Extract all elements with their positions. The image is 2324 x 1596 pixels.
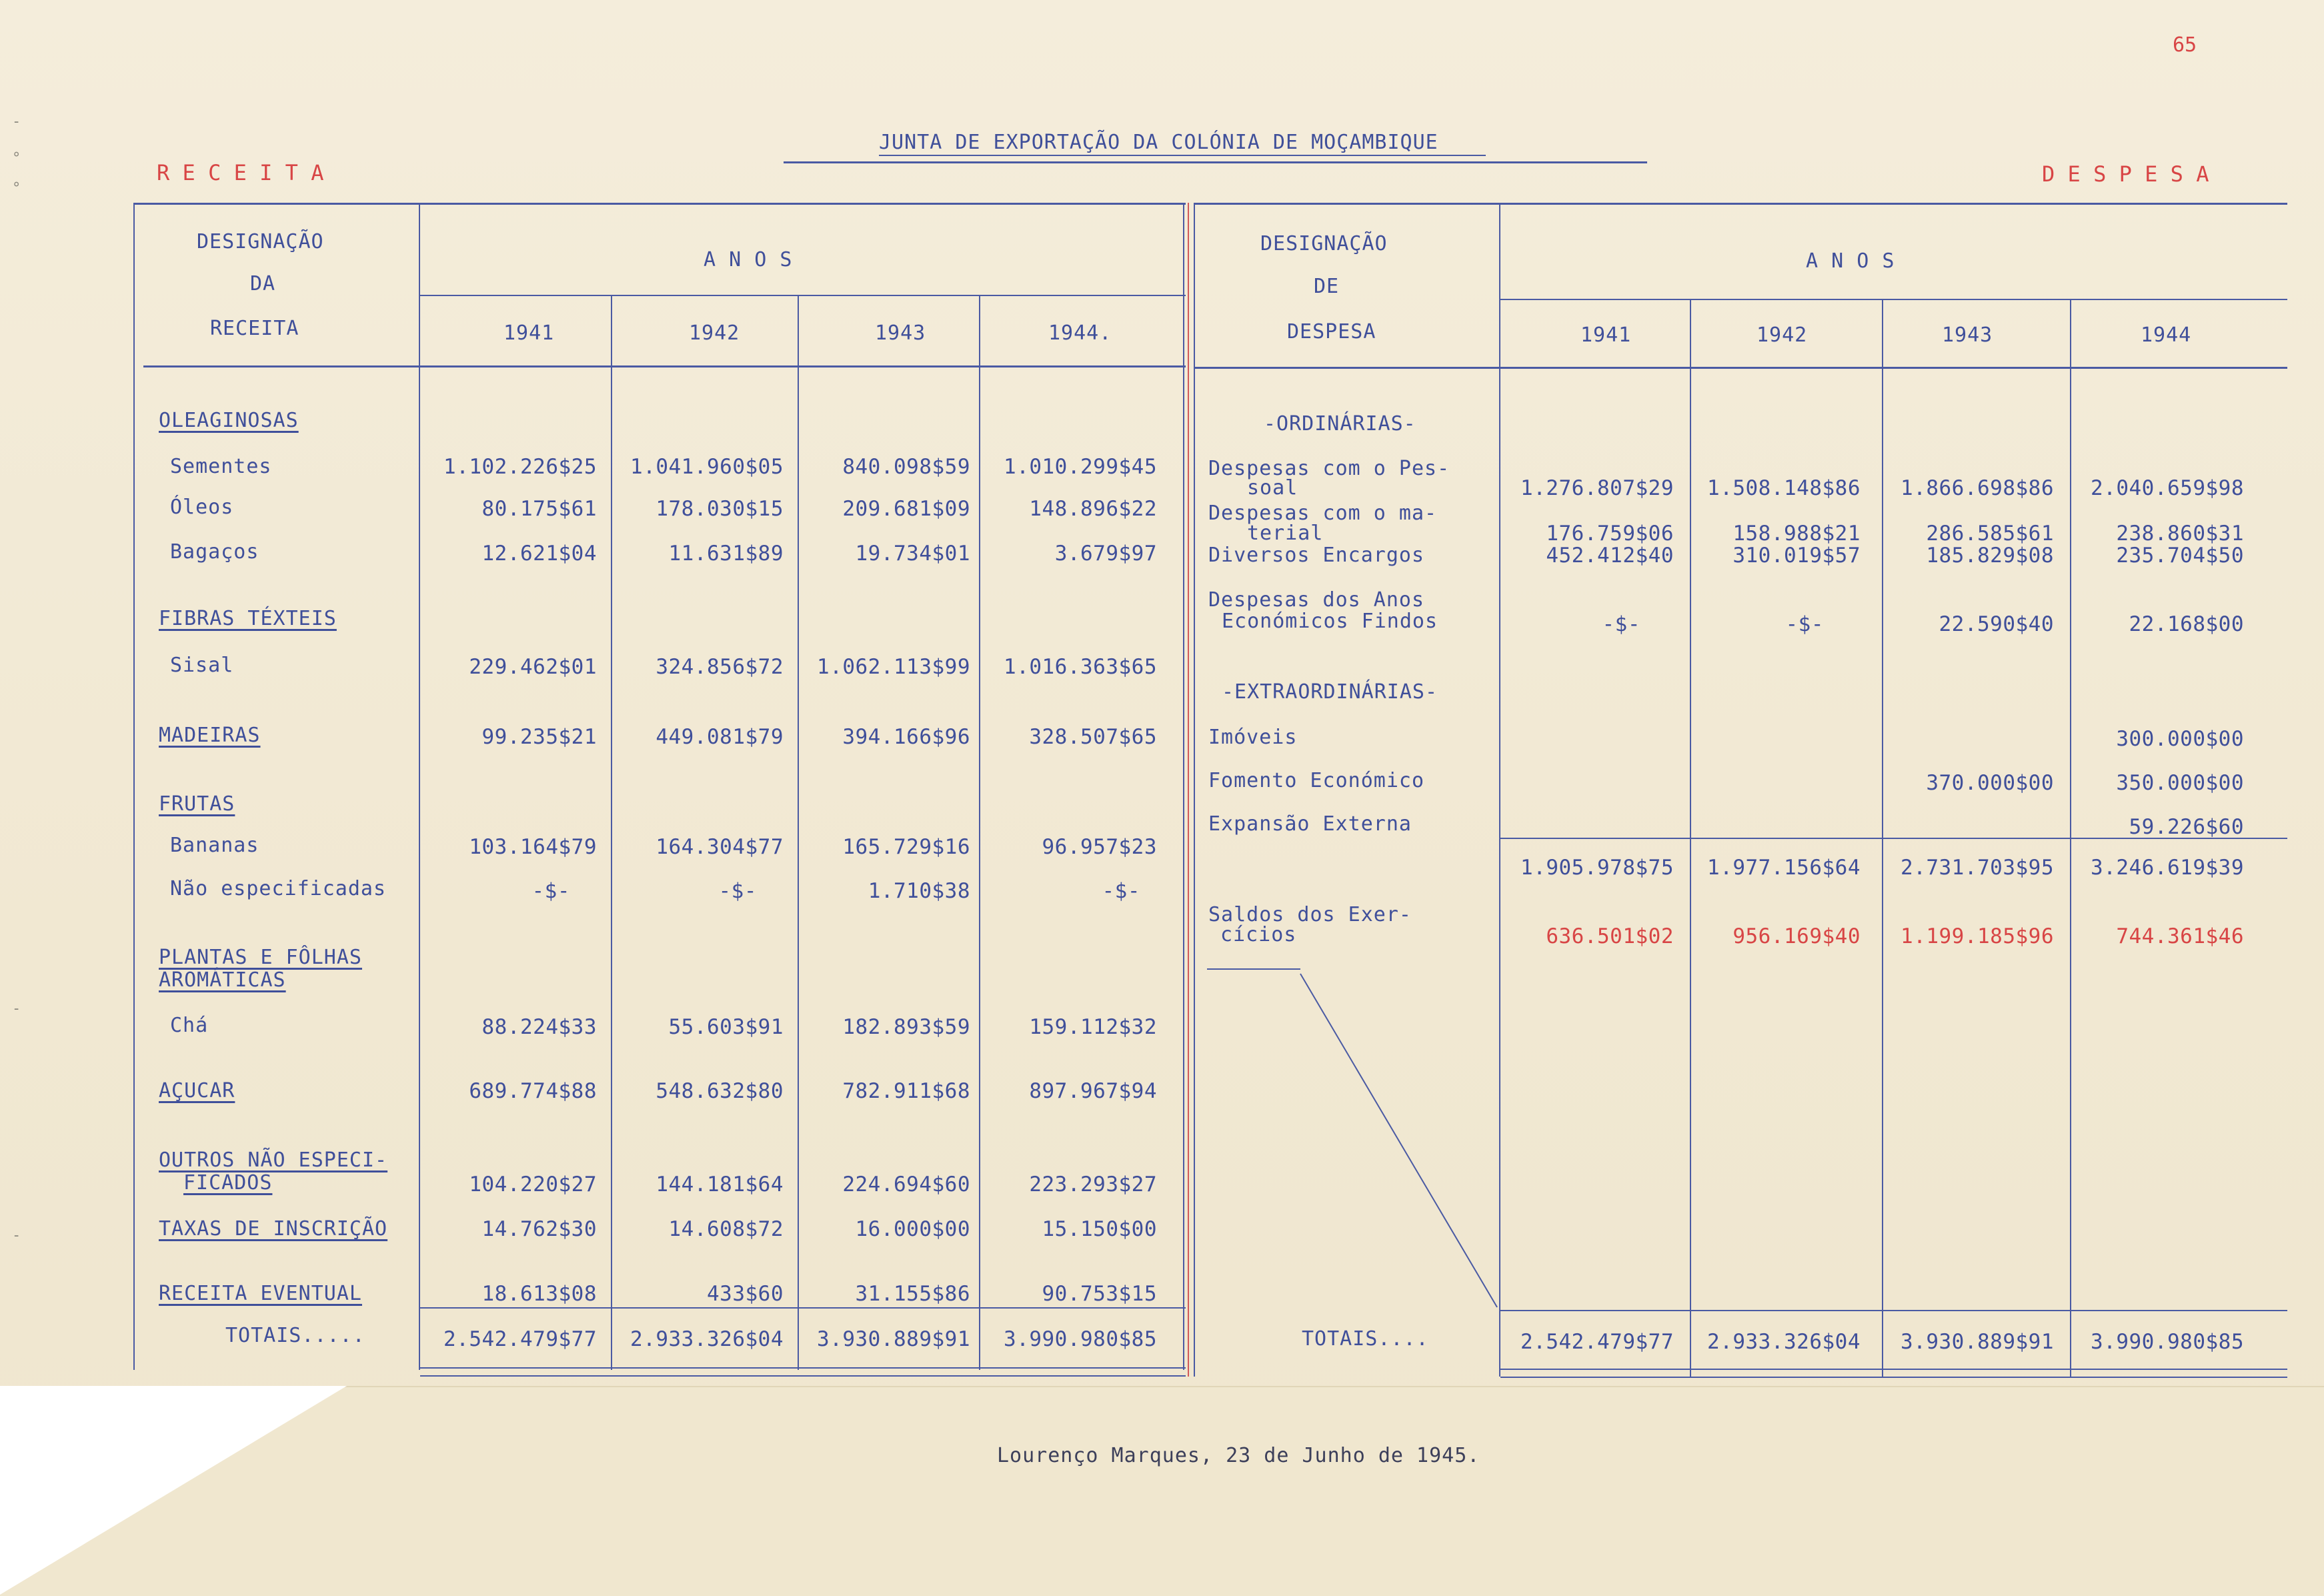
receita-header-line2: DA: [250, 272, 276, 295]
saldos-label: Saldos dos Exer-: [1208, 903, 1412, 926]
receita-cell: 14.762$30: [481, 1217, 597, 1241]
document-title: JUNTA DE EXPORTAÇÃO DA COLÓNIA DE MOÇAMBIQUE: [879, 131, 1438, 154]
despesa-cell: 1.276.807$29: [1520, 476, 1674, 500]
receita-cell: 897.967$94: [1029, 1079, 1157, 1103]
receita-row-label: OUTROS NÃO ESPECI-: [159, 1148, 388, 1172]
receita-total: 3.930.889$91: [817, 1327, 970, 1351]
despesa-cell: 185.829$08: [1926, 544, 2054, 568]
saldo-cell: 1.199.185$96: [1901, 924, 2054, 948]
despesa-cell: 310.019$57: [1732, 544, 1861, 568]
receita-cell: 328.507$65: [1029, 725, 1157, 749]
receita-row-label: Sementes: [170, 455, 272, 478]
receita-cell: 90.753$15: [1042, 1282, 1157, 1306]
despesa-cell: 1.866.698$86: [1901, 476, 2054, 500]
despesa-total: 2.933.326$04: [1707, 1330, 1861, 1354]
receita-row-label: RECEITA EVENTUAL: [159, 1282, 362, 1305]
despesa-total: 3.930.889$91: [1901, 1330, 2054, 1354]
receita-row-label: Bananas: [170, 834, 259, 857]
receita-row-label: Não especificadas: [170, 877, 387, 900]
despesa-row-label-cont: soal: [1247, 476, 1298, 500]
receita-cell: 689.774$88: [469, 1079, 597, 1103]
receita-row-label: Bagaços: [170, 540, 259, 564]
receita-total: 3.990.980$85: [1004, 1327, 1157, 1351]
despesa-cell: 158.988$21: [1732, 522, 1861, 546]
receita-row-label-cont: AROMÁTICAS: [159, 968, 286, 992]
receita-cell: 12.621$04: [481, 542, 597, 566]
receita-cell: 1.710$38: [868, 879, 970, 903]
receita-cell: 159.112$32: [1029, 1015, 1157, 1039]
receita-cell: 1.010.299$45: [1004, 455, 1157, 479]
receita-label: R E C E I T A: [157, 160, 324, 185]
despesa-label: D E S P E S A: [2042, 161, 2209, 187]
receita-cell: 840.098$59: [842, 455, 970, 479]
saldos-label-cont: cícios: [1220, 923, 1297, 946]
despesa-total: 3.990.980$85: [2091, 1330, 2244, 1354]
despesa-cell: 22.168$00: [2129, 612, 2244, 636]
receita-row-label: Sisal: [170, 654, 234, 677]
despesa-cell: 300.000$00: [2116, 727, 2244, 751]
ordinarias-heading: -ORDINÁRIAS-: [1264, 412, 1416, 436]
despesa-cell: 1.508.148$86: [1707, 476, 1861, 500]
footer-place-date: Lourenço Marques, 23 de Junho de 1945.: [997, 1444, 1480, 1467]
receita-cell: 15.150$00: [1042, 1217, 1157, 1241]
receita-cell: 19.734$01: [855, 542, 970, 566]
receita-cell: -$-: [1102, 879, 1140, 903]
receita-cell: 1.102.226$25: [443, 455, 597, 479]
receita-year-1941: 1941: [503, 321, 555, 345]
despesa-year-1941: 1941: [1580, 323, 1632, 347]
despesa-cell: 235.704$50: [2116, 544, 2244, 568]
receita-cell: 99.235$21: [481, 725, 597, 749]
receita-row-label: AÇUCAR: [159, 1079, 235, 1102]
despesa-cell: 452.412$40: [1546, 544, 1674, 568]
receita-cell: 178.030$15: [656, 497, 784, 521]
receita-cell: 18.613$08: [481, 1282, 597, 1306]
receita-row-label: FRUTAS: [159, 792, 235, 816]
receita-total: 2.933.326$04: [630, 1327, 784, 1351]
receita-cell: 394.166$96: [842, 725, 970, 749]
receita-cell: 55.603$91: [668, 1015, 784, 1039]
receita-cell: 96.957$23: [1042, 835, 1157, 859]
despesa-subtotal: 1.977.156$64: [1707, 856, 1861, 880]
despesa-subtotal: 1.905.978$75: [1520, 856, 1674, 880]
receita-cell: 224.694$60: [842, 1172, 970, 1196]
receita-header-line3: RECEITA: [210, 317, 299, 340]
despesa-year-1942: 1942: [1757, 323, 1808, 347]
receita-cell: -$-: [531, 879, 570, 903]
receita-year-1944: 1944.: [1048, 321, 1112, 345]
punch-mark: -: [12, 1000, 21, 1017]
receita-row-label: TAXAS DE INSCRIÇÃO: [159, 1217, 388, 1241]
receita-row-label: FIBRAS TÉXTEIS: [159, 607, 337, 630]
despesa-row-label: Imóveis: [1208, 726, 1298, 749]
despesa-year-1943: 1943: [1942, 323, 1993, 347]
despesa-anos-label: A N O S: [1806, 249, 1895, 273]
receita-cell: 103.164$79: [469, 835, 597, 859]
despesa-cell: 350.000$00: [2116, 771, 2244, 795]
receita-year-1942: 1942: [689, 321, 740, 345]
receita-row-label: MADEIRAS: [159, 724, 261, 747]
receita-cell: 104.220$27: [469, 1172, 597, 1196]
receita-cell: 209.681$09: [842, 497, 970, 521]
punch-mark: -: [12, 113, 21, 130]
receita-year-1943: 1943: [875, 321, 926, 345]
despesa-row-label-cont: terial: [1247, 522, 1324, 545]
receita-cell: 223.293$27: [1029, 1172, 1157, 1196]
despesa-totals-label: TOTAIS....: [1302, 1327, 1429, 1351]
receita-cell: 182.893$59: [842, 1015, 970, 1039]
despesa-year-1944: 1944: [2141, 323, 2192, 347]
receita-cell: 11.631$89: [668, 542, 784, 566]
receita-cell: 165.729$16: [842, 835, 970, 859]
despesa-header-line3: DESPESA: [1287, 320, 1376, 343]
despesa-row-label: Expansão Externa: [1208, 812, 1412, 836]
receita-cell: 1.041.960$05: [630, 455, 784, 479]
receita-cell: 31.155$86: [855, 1282, 970, 1306]
despesa-row-label: Despesas com o Pes-: [1208, 457, 1450, 480]
despesa-cell: 286.585$61: [1926, 522, 2054, 546]
receita-header-line1: DESIGNAÇÃO: [197, 230, 324, 253]
receita-cell: 148.896$22: [1029, 497, 1157, 521]
despesa-subtotal: 3.246.619$39: [2091, 856, 2244, 880]
despesa-header-line1: DESIGNAÇÃO: [1260, 232, 1388, 255]
saldo-cell: 636.501$02: [1546, 924, 1674, 948]
saldo-cell: 956.169$40: [1732, 924, 1861, 948]
receita-row-label: PLANTAS E FÔLHAS: [159, 946, 362, 969]
saldo-cell: 744.361$46: [2116, 924, 2244, 948]
despesa-cell: 2.040.659$98: [2091, 476, 2244, 500]
receita-totals-label: TOTAIS.....: [225, 1324, 365, 1347]
despesa-row-label: Fomento Económico: [1208, 769, 1425, 792]
despesa-total: 2.542.479$77: [1520, 1330, 1674, 1354]
receita-cell: 1.062.113$99: [817, 655, 970, 679]
despesa-cell: 22.590$40: [1939, 612, 2054, 636]
despesa-cell: -$-: [1602, 612, 1640, 636]
receita-cell: -$-: [718, 879, 757, 903]
punch-mark: °: [12, 180, 21, 197]
despesa-row-label: Diversos Encargos: [1208, 544, 1425, 567]
extraordinarias-heading: -EXTRAORDINÁRIAS-: [1222, 680, 1438, 704]
punch-mark: -: [12, 1227, 21, 1244]
receita-cell: 782.911$68: [842, 1079, 970, 1103]
receita-total: 2.542.479$77: [443, 1327, 597, 1351]
receita-cell: 164.304$77: [656, 835, 784, 859]
receita-cell: 1.016.363$65: [1004, 655, 1157, 679]
despesa-cell: 238.860$31: [2116, 522, 2244, 546]
page-number: 65: [2173, 33, 2197, 57]
receita-cell: 80.175$61: [481, 497, 597, 521]
receita-cell: 14.608$72: [668, 1217, 784, 1241]
despesa-row-label: Despesas dos Anos: [1208, 588, 1425, 612]
punch-mark: °: [12, 150, 21, 167]
receita-row-label: OLEAGINOSAS: [159, 409, 299, 432]
receita-cell: 144.181$64: [656, 1172, 784, 1196]
receita-anos-label: A N O S: [704, 248, 793, 271]
receita-cell: 229.462$01: [469, 655, 597, 679]
despesa-cell: 59.226$60: [2129, 815, 2244, 839]
receita-row-label: Óleos: [170, 496, 234, 519]
despesa-header-line2: DE: [1314, 275, 1340, 298]
receita-cell: 449.081$79: [656, 725, 784, 749]
despesa-cell: -$-: [1785, 612, 1824, 636]
receita-cell: 548.632$80: [656, 1079, 784, 1103]
receita-cell: 88.224$33: [481, 1015, 597, 1039]
receita-cell: 433$60: [707, 1282, 784, 1306]
despesa-row-label: Despesas com o ma-: [1208, 502, 1438, 525]
despesa-subtotal: 2.731.703$95: [1901, 856, 2054, 880]
receita-cell: 324.856$72: [656, 655, 784, 679]
receita-row-label: Chá: [170, 1014, 209, 1037]
despesa-row-label-cont: Económicos Findos: [1222, 610, 1438, 633]
despesa-cell: 176.759$06: [1546, 522, 1674, 546]
receita-cell: 16.000$00: [855, 1217, 970, 1241]
receita-row-label-cont: FICADOS: [183, 1171, 273, 1194]
receita-cell: 3.679$97: [1054, 542, 1157, 566]
despesa-cell: 370.000$00: [1926, 771, 2054, 795]
